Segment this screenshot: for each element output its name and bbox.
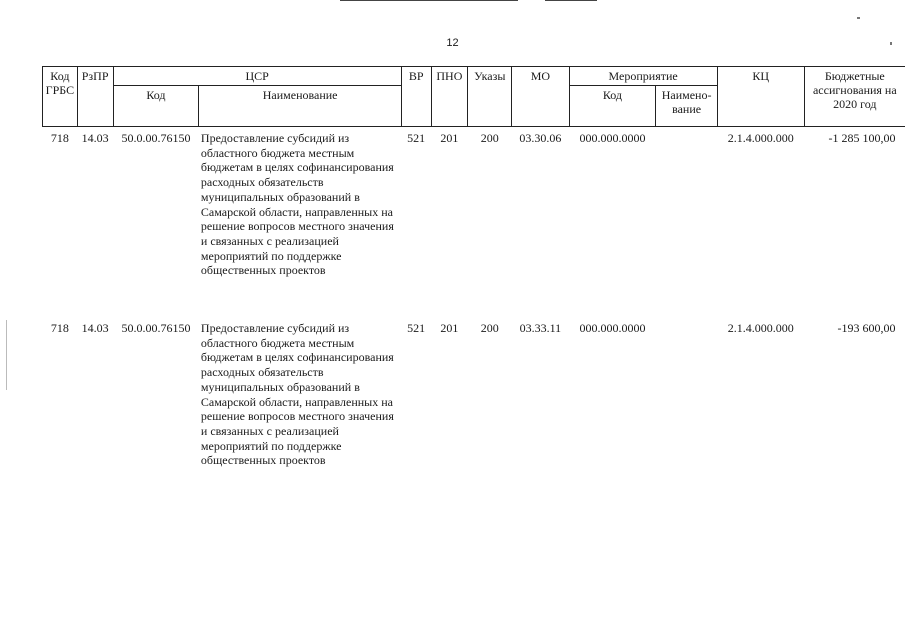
- cell-mo: 03.33.11: [519, 321, 562, 335]
- header-mo: МО: [512, 67, 569, 127]
- cell-vr: 521: [407, 321, 426, 335]
- scan-margin-mark: [6, 320, 7, 390]
- header-budget: Бюджетные ассигнования на 2020 год: [804, 67, 905, 127]
- scan-edge-line: [545, 0, 597, 1]
- cell-mo: 03.30.06: [519, 131, 562, 145]
- header-csr-naim: Наименование: [199, 86, 401, 127]
- cell-csr-naim: Предоставление субсидий из областного бюджета местным бюджетам в целях софинансирования расходных обязательств муниципальных образований в Самарской области, направленных на решение вопросов местного значения и связанных с реализацией мероприятий по поддержке общественных проектов: [200, 131, 394, 278]
- cell-mer-kod: 000.000.0000: [579, 131, 646, 145]
- header-csr-kod: Код: [113, 86, 199, 127]
- cell-csr-kod: 50.0.00.76150: [121, 321, 191, 335]
- cell-csr-naim: Предоставление субсидий из областного бюджета местным бюджетам в целях софинансирования расходных обязательств муниципальных образований в Самарской области, направленных на решение вопросов местного значения и связанных с реализацией мероприятий по поддержке общественных проектов: [200, 321, 394, 468]
- cell-mer-kod: 000.000.0000: [579, 321, 646, 335]
- cell-pno: 201: [440, 321, 459, 335]
- table-row: [43, 127, 905, 318]
- cell-vr: 521: [407, 131, 426, 145]
- header-ukazy: Указы: [468, 67, 512, 127]
- cell-rzpr: 14.03: [81, 131, 109, 145]
- header-meropriyatie: Мероприятие: [569, 67, 717, 86]
- cell-mer-naim: [656, 127, 717, 318]
- cell-budget: -193 600,00: [837, 321, 896, 335]
- cell-ukazy: 200: [480, 321, 499, 335]
- page-number: 12: [446, 37, 459, 49]
- scan-dot: [857, 17, 860, 19]
- cell-rzpr: 14.03: [81, 321, 109, 335]
- cell-kod-grbs: 718: [50, 321, 69, 335]
- cell-mer-naim: [656, 317, 717, 507]
- header-kc: КЦ: [717, 67, 804, 127]
- cell-kod-grbs: 718: [50, 131, 69, 145]
- header-mer-kod: Код: [569, 86, 656, 127]
- header-row-top: [43, 67, 905, 86]
- cell-pno: 201: [440, 131, 459, 145]
- cell-csr-kod: 50.0.00.76150: [121, 131, 191, 145]
- header-rzpr: РзПР: [77, 67, 113, 127]
- header-csr: ЦСР: [113, 67, 401, 86]
- cell-ukazy: 200: [480, 131, 499, 145]
- table-row: [43, 317, 905, 507]
- cell-kc: 2.1.4.000.000: [727, 131, 794, 145]
- header-mer-naim: Наимено-вание: [656, 86, 717, 127]
- budget-allocation-table: [42, 66, 905, 507]
- cell-kc: 2.1.4.000.000: [727, 321, 794, 335]
- header-pno: ПНО: [431, 67, 468, 127]
- header-kod-grbs: Код ГРБС: [43, 67, 78, 127]
- scan-edge-line: [340, 0, 518, 1]
- header-vr: ВР: [401, 67, 431, 127]
- cell-budget: -1 285 100,00: [828, 131, 896, 145]
